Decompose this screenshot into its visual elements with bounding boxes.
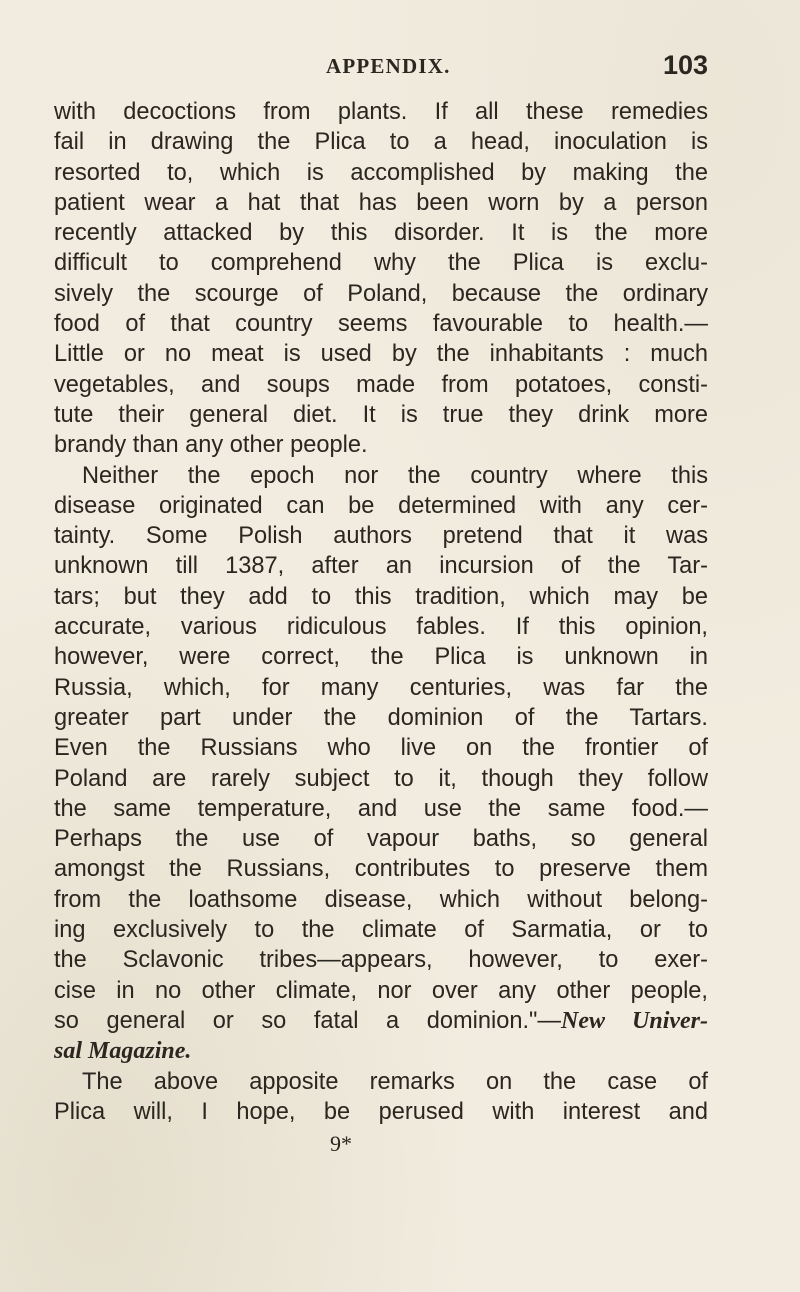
text-line: Plica will, I hope, be perused with interest and <box>54 1098 708 1125</box>
text-line: Even the Russians who live on the frontier of <box>54 735 708 762</box>
text-line: however, were correct, the Plica is unknown in <box>54 644 708 671</box>
page-header <box>54 50 708 86</box>
text-line: accurate, various ridiculous fables. If this opinion, <box>54 614 708 641</box>
text-line: Little or no meat is used by the inhabitants : much <box>54 341 708 368</box>
text-line: the Sclavonic tribes—appears, however, to exer- <box>54 947 708 974</box>
signature-mark: 9* <box>330 1131 352 1156</box>
text-line-citation-end <box>54 1036 708 1066</box>
text-line: cise in no other climate, nor over any other people, <box>54 977 708 1004</box>
text-line: unknown till 1387, after an incursion of the Tar- <box>54 553 708 580</box>
text-line: brandy than any other people. <box>54 432 368 459</box>
text-line: resorted to, which is accomplished by making the <box>54 159 708 186</box>
text-line: ing exclusively to the climate of Sarmatia, or to <box>54 917 708 944</box>
text-line: tars; but they add to this tradition, which may be <box>54 583 708 610</box>
page-number: 103 <box>662 50 708 80</box>
text-line: fail in drawing the Plica to a head, inoculation is <box>54 129 708 156</box>
source-title: New Univer- <box>561 1007 708 1034</box>
text-line: the same temperature, and use the same food.— <box>54 795 708 822</box>
text-line: Perhaps the use of vapour baths, so general <box>54 826 708 853</box>
body-text <box>54 97 708 1127</box>
text-line: tute their general diet. It is true they drink more <box>54 401 708 428</box>
source-title-continued: sal Magazine. <box>54 1038 192 1065</box>
text-line: Poland are rarely subject to it, though they follow <box>54 765 708 792</box>
text-line: sively the scourge of Poland, because the ordinary <box>54 280 708 307</box>
text-line: The above apposite remarks on the case of <box>82 1068 708 1095</box>
text-line: greater part under the dominion of the Tartars. <box>54 704 708 731</box>
citation-lead: so general or so fatal a dominion."— <box>54 1007 561 1034</box>
running-head: APPENDIX. <box>326 54 451 78</box>
text-line: amongst the Russians, contributes to preserve them <box>54 856 708 883</box>
text-line: food of that country seems favourable to health.— <box>54 311 708 338</box>
text-line-citation <box>54 1006 708 1036</box>
text-line: difficult to comprehend why the Plica is exclu- <box>54 250 708 277</box>
text-line: Neither the epoch nor the country where this <box>82 462 708 489</box>
text-line: patient wear a hat that has been worn by a person <box>54 189 708 216</box>
text-line: recently attacked by this disorder. It is the more <box>54 220 708 247</box>
text-line: with decoctions from plants. If all these remedies <box>54 99 708 125</box>
text-line: vegetables, and soups made from potatoes, consti- <box>54 371 708 398</box>
text-line: Russia, which, for many centuries, was far the <box>54 674 708 701</box>
text-line: disease originated can be determined with any cer- <box>54 492 708 519</box>
text-line: from the loathsome disease, which without belong- <box>54 886 708 913</box>
text-line: tainty. Some Polish authors pretend that it was <box>54 523 708 550</box>
